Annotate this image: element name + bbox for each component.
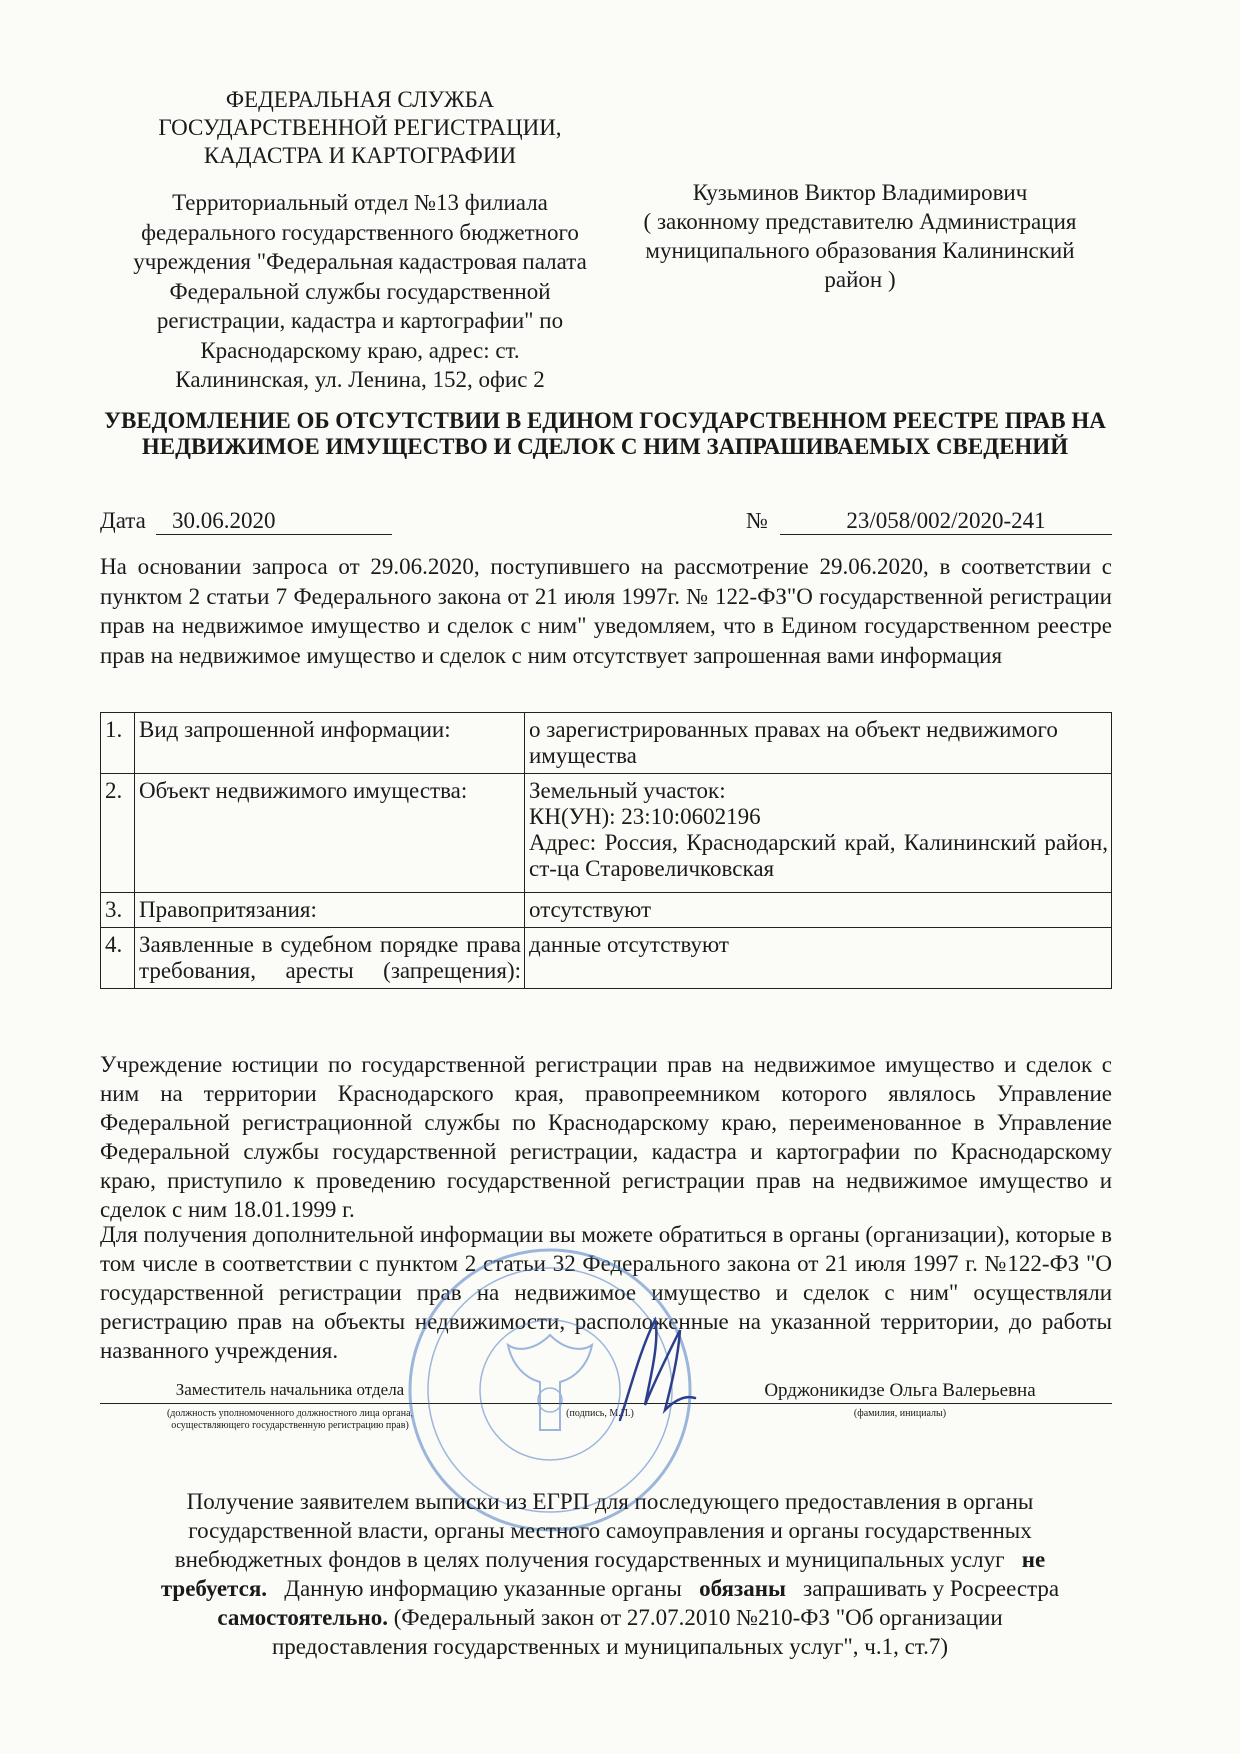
row-value [525,928,1112,989]
row-value-line: КН(УН): 23:10:0602196 [529,804,761,829]
footer-line: предоставления государственных и муниципальных услуг", ч.1, ст.7) [271,1634,949,1659]
footer-line [110,1545,1110,1574]
issuing-division [100,188,620,395]
division-line: учреждения "Федеральная кадастровая палата [133,249,587,274]
info-table [100,712,1112,989]
footer-text: внебюджетных фондов в целях получения государственных и муниципальных услуг [174,1547,1005,1572]
row-label: Вид запрошенной информации: [135,713,525,774]
footer-bold: самостоятельно. [217,1605,388,1630]
caption-line: (должность уполномоченного должностного лица органа, [166,1408,414,1419]
division-line: Калининская, ул. Ленина, 152, офис 2 [175,367,545,392]
position-caption [120,1408,460,1432]
body-paragraph: Учреждение юстиции по государственной регистрации прав на недвижимое имущество и сделок с ним на территории Краснодарского края, правопреемником которого являлось Управление Федеральной регистрационной службы по Краснодарскому краю, переименованное в Управление Федеральной службы государственной регистрации, кадастра и картографии по Краснодарскому краю, приступило к проведению государственной регистрации прав на недвижимое имущество и сделок с ним 18.01.1999 г. [100,1052,1112,1222]
footer-bold: обязаны [699,1576,786,1601]
date-label: Дата [100,508,146,533]
date-number-line [100,508,1112,538]
row-label: Заявленные в судебном порядке права требования, аресты (запрещения): [135,928,525,989]
recipient-line: Кузьминов Виктор Владимирович [692,180,1028,205]
row-number: 1. [101,713,135,774]
number-value: 23/058/002/2020-241 [780,508,1112,535]
signer-position: Заместитель начальника отдела [175,1380,405,1399]
footer-text: (Федеральный закон от 27.07.2010 №210-ФЗ "Об организации [393,1605,1003,1630]
footer-text: запрашивать у Росреестра [803,1576,1060,1601]
sign-caption: (подпись, М.П.) [566,1408,634,1419]
row-value-line: Земельный участок: [529,778,726,803]
name-caption: (фамилия, инициалы) [853,1408,947,1419]
footer-line: Получение заявителем выписки из ЕГРП для последующего предоставления в органы [186,1489,1034,1514]
recipient-line: ( законному представителю Администрация [643,209,1077,234]
signature-line [100,1403,1112,1404]
number-label: № [746,508,768,533]
division-line: Территориальный отдел №13 филиала [172,190,548,215]
body-paragraph: Для получения дополнительной информации вы можете обратиться в органы (организации), которые в том числе в соответствии с пунктом 2 статьи 32 Федерального закона от 21 июля 1997 г. №122-ФЗ "О государственной регистрации прав на недвижимое имущество и сделок с ним" осуществляли регистрацию прав на объекты недвижимости, расположенные на указанной территории, до работы названного учреждения. [100,1222,1112,1363]
row-number: 4. [101,928,135,989]
division-line: федерального государственного бюджетного [141,219,579,245]
row-value [525,893,1112,928]
caption-line: осуществляющего государственную регистрацию прав) [171,1420,409,1431]
agency-line: ФЕДЕРАЛЬНАЯ СЛУЖБА [225,87,495,112]
table-row [101,893,1112,928]
division-line: Краснодарскому краю, адрес: ст. [200,337,520,363]
document-title: УВЕДОМЛЕНИЕ ОБ ОТСУТСТВИИ В ЕДИНОМ ГОСУДАРСТВЕННОМ РЕЕСТРЕ ПРАВ НА НЕДВИЖИМОЕ ИМУЩЕСТВО И СДЕЛОК С НИМ ЗАПРАШИВАЕМЫХ СВЕДЕНИЙ [104,408,1106,459]
footer-line [110,1574,1110,1603]
row-number: 2. [101,774,135,893]
row-label: Правопритязания: [135,893,525,928]
row-value-line: данные отсутствуют [529,932,729,957]
row-label: Объект недвижимого имущества: [135,774,525,893]
recipient-block [610,178,1110,294]
footer-line: государственной власти, органы местного самоуправления и органы государственных [188,1518,1032,1543]
agency-name [100,86,620,170]
row-number: 3. [101,893,135,928]
agency-line: КАДАСТРА И КАРТОГРАФИИ [203,143,517,168]
row-value-line: отсутствуют [529,897,652,922]
table-row [101,928,1112,989]
date-value: 30.06.2020 [156,508,392,535]
division-line: регистрации, кадастра и картографии" по [156,308,564,333]
footer-text: Данную информацию указанные органы [284,1576,682,1601]
table-row [101,774,1112,893]
intro-paragraph: На основании запроса от 29.06.2020, поступившего на рассмотрение 29.06.2020, в соответствии с пунктом 2 статьи 7 Федерального закона от 21 июля 1997г. № 122-ФЗ"О государственной регистрации прав на недвижимое имущество и сделок с ним" уведомляем, что в Едином государственном реестре прав на недвижимое имущество и сделок с ним отсутствует запрошенная вами информация [100,554,1112,668]
footer-notice [110,1487,1110,1661]
footer-bold: не [1021,1547,1046,1572]
row-value-line: о зарегистрированных правах на объект недвижимого имущества [529,717,1058,768]
table-row [101,713,1112,774]
footer-line [110,1603,1110,1632]
division-line: Федеральной службы государственной [169,278,551,304]
agency-line: ГОСУДАРСТВЕННОЙ РЕГИСТРАЦИИ, [158,115,562,140]
footer-bold: требуется. [160,1576,268,1601]
recipient-line: район ) [824,267,896,292]
signer-name: Орджоникидзе Ольга Валерьевна [764,1380,1036,1401]
row-value [525,713,1112,774]
row-value [525,774,1112,893]
recipient-line: муниципального образования Калининский [645,238,1075,263]
row-value-line: Адрес: Россия, Краснодарский край, Калининский район, ст-ца Старовеличковская [529,830,1108,881]
